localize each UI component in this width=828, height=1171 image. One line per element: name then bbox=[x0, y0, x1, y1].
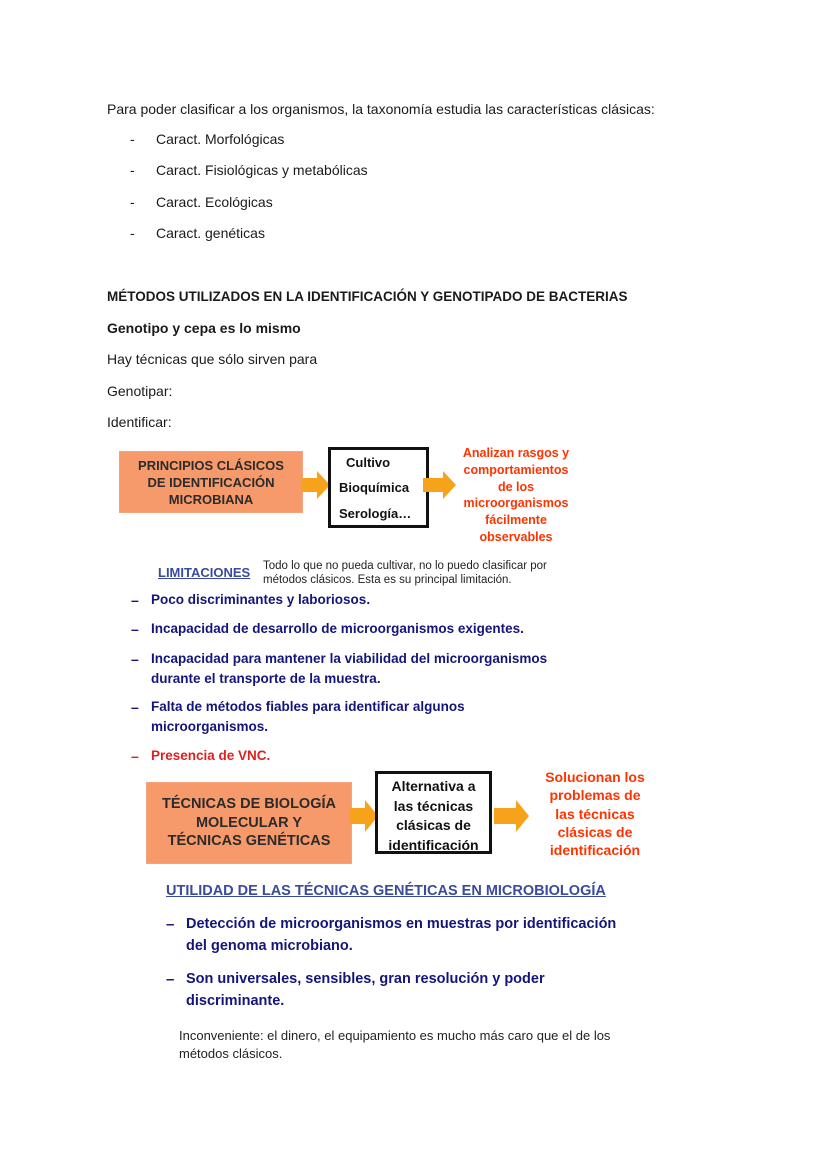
list-dash: - bbox=[130, 131, 135, 147]
box-line: clásicas de bbox=[396, 817, 471, 833]
box-line: MICROBIANA bbox=[168, 491, 254, 507]
box-line: Alternativa a bbox=[391, 778, 476, 794]
limitation-vnc: Presencia de VNC. bbox=[151, 748, 271, 763]
methods-box bbox=[328, 447, 429, 528]
box-line: MOLECULAR Y bbox=[195, 814, 303, 831]
list-dash: – bbox=[166, 971, 175, 988]
item-line: discriminante. bbox=[186, 993, 285, 1009]
item-line: Incapacidad para mantener la viabilidad del microorganismos bbox=[151, 651, 548, 666]
limitations-note bbox=[263, 559, 547, 587]
limitation-item bbox=[151, 697, 465, 737]
genotype-note: Genotipo y cepa es lo mismo bbox=[107, 320, 301, 336]
item-line: Falta de métodos fiables para identificar algunos bbox=[151, 699, 465, 714]
list-dash: - bbox=[130, 194, 135, 210]
result-line: clásicas de bbox=[557, 823, 633, 840]
drawback-note bbox=[179, 1027, 610, 1062]
result-line: las técnicas bbox=[555, 805, 635, 822]
method-biochemistry: Bioquímica bbox=[339, 480, 410, 495]
list-dash: – bbox=[131, 651, 139, 667]
list-dash: – bbox=[166, 916, 175, 933]
utility-item bbox=[186, 968, 545, 1012]
note-line: métodos clásicos. bbox=[179, 1045, 283, 1061]
list-item: Caract. Fisiológicas y metabólicas bbox=[156, 162, 368, 178]
list-dash: - bbox=[130, 162, 135, 178]
list-item: Caract. Morfológicas bbox=[156, 131, 285, 147]
result-line: comportamientos bbox=[463, 462, 569, 477]
list-dash: - bbox=[130, 225, 135, 241]
molecular-techniques-box bbox=[146, 782, 352, 864]
item-line: del genoma microbiano. bbox=[186, 938, 353, 954]
box-line: PRINCIPIOS CLÁSICOS bbox=[138, 457, 284, 473]
result-line: microorganismos bbox=[463, 496, 569, 511]
identificar-label: Identificar: bbox=[107, 414, 172, 430]
right-arrow-icon bbox=[423, 471, 457, 499]
result-line: de los bbox=[497, 479, 535, 494]
box-line: identificación bbox=[388, 836, 479, 853]
item-line: Son universales, sensibles, gran resolución y poder bbox=[186, 971, 545, 987]
utility-title: UTILIDAD DE LAS TÉCNICAS GENÉTICAS EN MICROBIOLOGÍA bbox=[166, 883, 606, 899]
limitation-item: Incapacidad de desarrollo de microorganismos exigentes. bbox=[151, 621, 524, 636]
intro-paragraph: Para poder clasificar a los organismos, la taxonomía estudia las características clásicas: bbox=[107, 101, 655, 117]
result-line: problemas de bbox=[549, 787, 641, 804]
right-arrow-icon bbox=[301, 471, 331, 499]
result-line: Solucionan los bbox=[545, 769, 645, 785]
box-line: TÉCNICAS GENÉTICAS bbox=[167, 833, 331, 850]
list-dash: – bbox=[131, 621, 139, 637]
limitations-title: LIMITACIONES bbox=[158, 565, 251, 580]
right-arrow-icon bbox=[494, 800, 530, 832]
section-heading: MÉTODOS UTILIZADOS EN LA IDENTIFICACIÓN Y GENOTIPADO DE BACTERIAS bbox=[107, 289, 628, 304]
result-line: identificación bbox=[549, 842, 641, 859]
result-line: fácilmente bbox=[485, 513, 547, 528]
list-dash: – bbox=[131, 592, 139, 608]
list-item: Caract. genéticas bbox=[156, 225, 265, 241]
item-line: microorganismos. bbox=[151, 719, 269, 734]
method-culture: Cultivo bbox=[346, 455, 391, 470]
list-item: Caract. Ecológicas bbox=[156, 194, 273, 210]
item-line: Detección de microorganismos en muestras por identificación bbox=[186, 916, 617, 932]
box-line: TÉCNICAS DE BIOLOGÍA bbox=[161, 796, 336, 813]
alternative-box bbox=[375, 771, 492, 854]
classic-principles-box bbox=[119, 451, 303, 513]
note-line: Todo lo que no pueda cultivar, no lo puedo clasificar por bbox=[263, 560, 547, 572]
limitation-item: Poco discriminantes y laboriosos. bbox=[151, 592, 371, 607]
note-line: Inconveniente: el dinero, el equipamiento es mucho más caro que el de los bbox=[179, 1028, 611, 1043]
method-serology: Serología… bbox=[339, 506, 412, 521]
classic-result-text bbox=[454, 445, 578, 546]
result-line: observables bbox=[479, 529, 553, 544]
molecular-result-text bbox=[532, 768, 658, 859]
utility-item bbox=[186, 913, 616, 957]
item-line: durante el transporte de la muestra. bbox=[151, 671, 381, 686]
limitation-item bbox=[151, 649, 547, 689]
note-line: métodos clásicos. Esta es su principal limitación. bbox=[263, 574, 512, 586]
result-line: Analizan rasgos y bbox=[462, 446, 570, 460]
box-line: las técnicas bbox=[393, 797, 474, 814]
box-line: DE IDENTIFICACIÓN bbox=[147, 474, 275, 490]
genotipar-label: Genotipar: bbox=[107, 383, 173, 399]
list-dash: – bbox=[131, 699, 139, 715]
list-dash: – bbox=[131, 748, 139, 764]
techniques-line: Hay técnicas que sólo sirven para bbox=[107, 351, 318, 367]
